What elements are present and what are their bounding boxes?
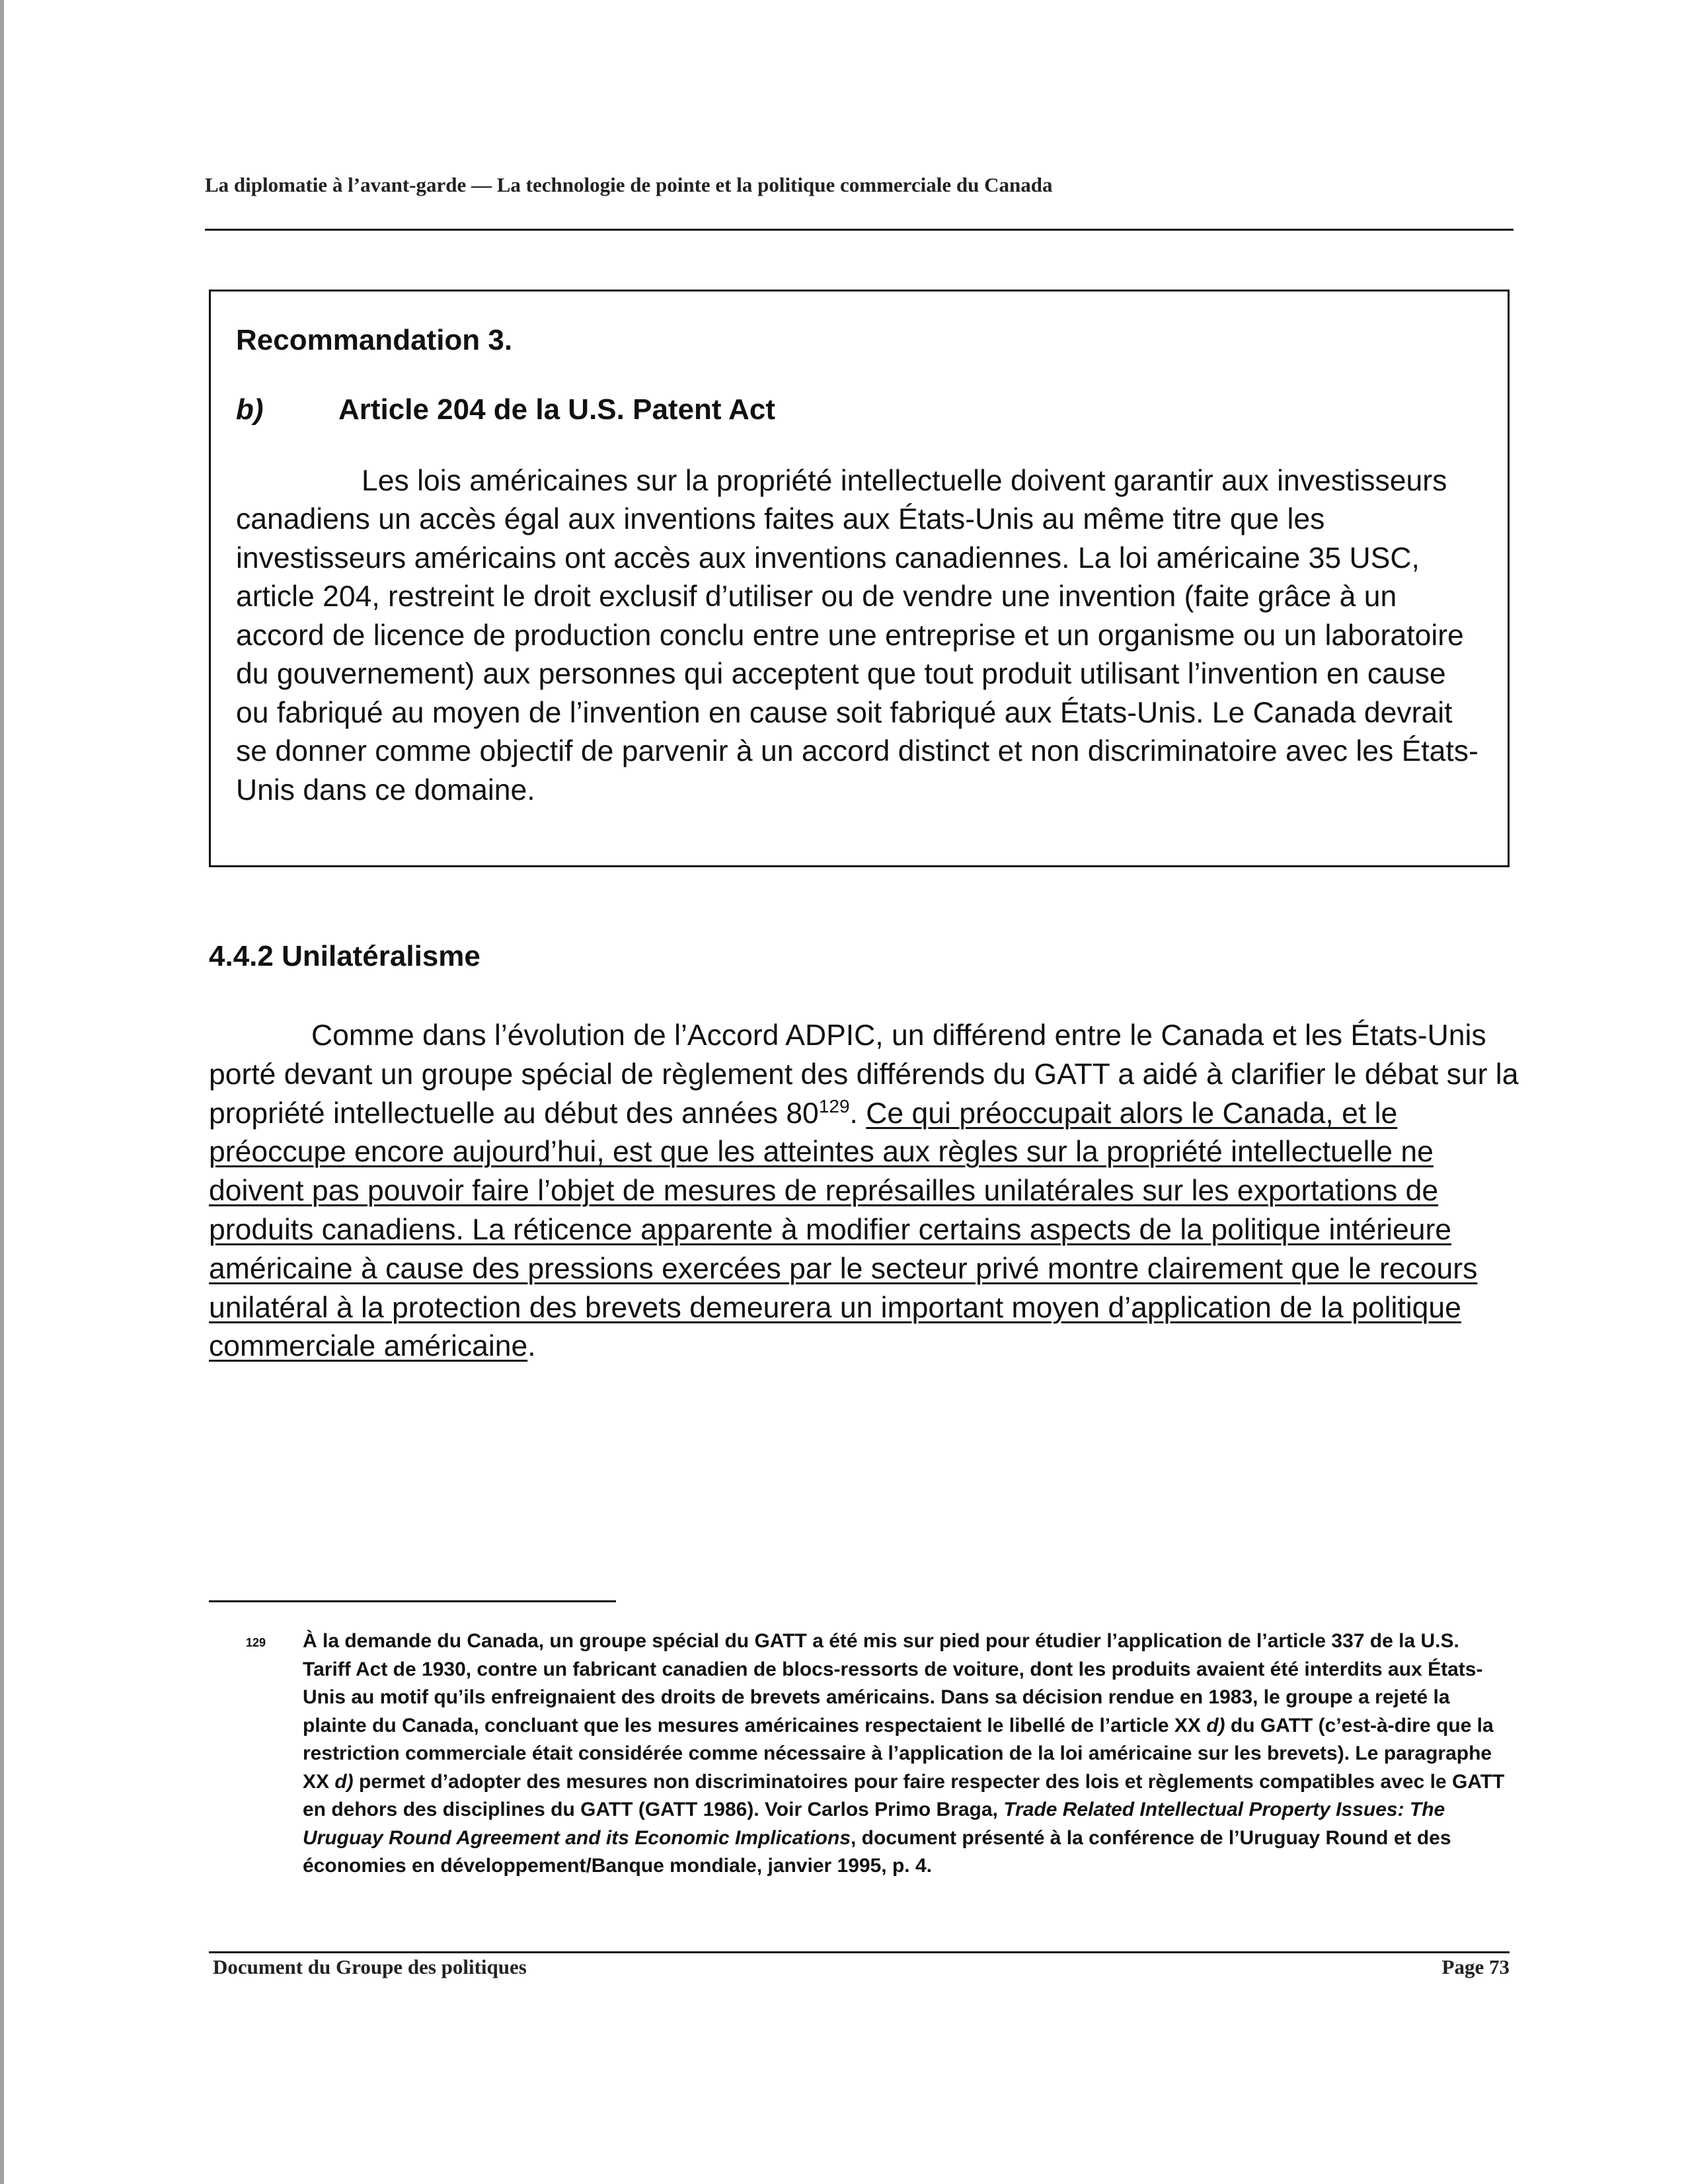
footnote-source-title: Trade Related Intellectual Property Issues: The Uruguay Round Agreement and its Economic Implications xyxy=(303,1799,1445,1849)
footnote-text-part-4: , document présenté à la conférence de l’Uruguay Round et des économies en développement/Banque mondiale, janvier 1995, p. 4. xyxy=(303,1826,1451,1877)
footer-page-number: Page 73 xyxy=(1441,1955,1510,1978)
recommendation-item xyxy=(236,393,1482,428)
recommendation-body: Les lois américaines sur la propriété intellectuelle doivent garantir aux investisseurs canadiens un accès égal aux inventions faites aux États-Unis au même titre que les investisseurs américains ont accès aux inventions canadiennes. La loi américaine 35 USC, article 204, restreint le droit exclusif d’utiliser ou de vendre une invention (faite grâce à un accord de licence de production conclu entre une entreprise et un organisme ou un laboratoire du gouvernement) aux personnes qui acceptent que tout produit utilisant l’invention en cause ou fabriqué au moyen de l’invention en cause soit fabriqué aux États-Unis. Le Canada devrait se donner comme objectif de parvenir à un accord distinct et non discriminatoire avec les États-Unis dans ce domaine. xyxy=(236,464,1478,806)
scan-edge-shadow xyxy=(0,0,4,2184)
footnote-paragraph-ref-2: d) xyxy=(334,1770,354,1793)
footnote-text xyxy=(303,1627,1506,1881)
underlined-passage: Ce qui préoccupait alors le Canada, et le préoccupe encore aujourd’hui, est que les atteintes aux règles sur la propriété intellectuelle ne doivent pas pouvoir faire l’objet de mesures de représailles unilatérales sur les exportations de produits canadiens. La réticence apparente à modifier certains aspects de la politique intérieure américaine à cause des pressions exercées par le secteur privé montre clairement que le recours unilatéral à la protection des brevets demeurera un important moyen d’application de la politique commerciale américaine xyxy=(209,1097,1478,1363)
paragraph-intro: Comme dans l’évolution de l’Accord ADPIC, un différend entre le Canada et les États-Unis porté devant un groupe spécial de règlement des différends du GATT a aidé à clarifier le débat sur la propriété intellectuelle au début des années 80 xyxy=(209,1019,1519,1130)
footnote-paragraph-ref-1: d) xyxy=(1206,1714,1225,1736)
recommendation-item-title: Article 204 de la U.S. Patent Act xyxy=(338,393,776,426)
section-heading: 4.4.2 Unilatéralisme xyxy=(209,940,480,972)
running-header: La diplomatie à l’avant-garde — La technologie de pointe et la politique commerciale du Canada xyxy=(205,173,1053,196)
footnote-text-part-1: À la demande du Canada, un groupe spécial du GATT a été mis sur pied pour étudier l’application de l’article 337 de la U.S. Tariff Act de 1930, contre un fabricant canadien de blocs-ressorts de voiture, dont les produits avaient été interdits aux États-Unis au motif qu’ils enfreignaient des droits de brevets américains. Dans sa décision rendue en 1983, le groupe a rejeté la plainte du Canada, concluant que les mesures américaines respectaient le libellé de l’article XX xyxy=(303,1630,1483,1736)
paragraph-intro-end: . xyxy=(849,1097,866,1130)
body-paragraph xyxy=(209,1017,1524,1366)
paragraph-end: . xyxy=(527,1330,536,1363)
footnote xyxy=(246,1627,1506,1881)
recommendation-box xyxy=(209,290,1510,867)
recommendation-item-label: b) xyxy=(236,393,264,426)
footnote-reference[interactable]: 129 xyxy=(818,1095,850,1116)
header-rule xyxy=(205,229,1514,231)
footnote-text-part-3: permet d’adopter des mesures non discriminatoires pour faire respecter des lois et règlements compatibles avec le GATT en dehors des disciplines du GATT (GATT 1986). Voir Carlos Primo Braga, xyxy=(303,1770,1505,1820)
footnote-number: 129 xyxy=(246,1636,266,1649)
footnote-rule xyxy=(209,1600,616,1602)
recommendation-title: Recommandation 3. xyxy=(236,324,513,356)
footnote-text-part-2: du GATT (c’est-à-dire que la restriction commerciale était considérée comme nécessaire à l’application de la loi américaine sur les brevets). Le paragraphe XX xyxy=(303,1714,1494,1793)
footer-rule xyxy=(209,1951,1510,1953)
footer-document-name: Document du Groupe des politiques xyxy=(213,1955,527,1978)
